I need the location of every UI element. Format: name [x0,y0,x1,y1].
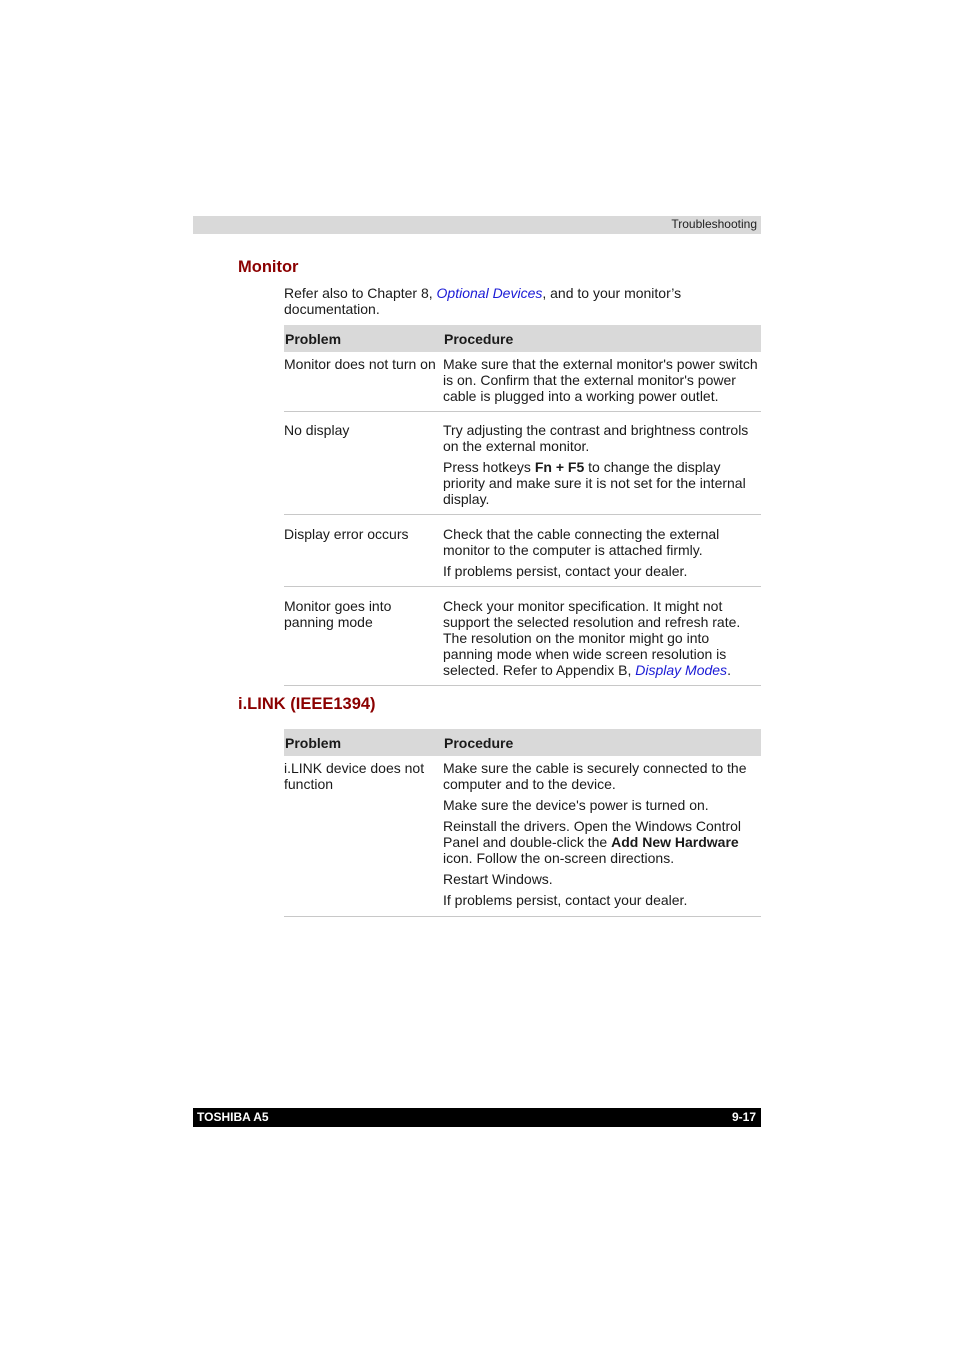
footer-model-name: TOSHIBA A5 [197,1110,269,1124]
procedure-cell: Make sure that the external monitor's power switch is on. Confirm that the external monitor's power cable is plugged into a working power outlet. [443,352,761,412]
problem-cell: Monitor does not turn on [284,352,443,412]
section-title-monitor: Monitor [238,258,299,276]
table-header-row [284,325,761,352]
column-header-problem: Problem [284,729,443,756]
column-header-procedure: Procedure [443,325,761,352]
section-title-ilink: i.LINK (IEEE1394) [238,695,376,713]
table-row [284,412,761,515]
problem-cell: i.LINK device does not function [284,756,443,917]
ilink-table [284,729,761,917]
problem-cell: No display [284,412,443,515]
column-header-procedure: Procedure [443,729,761,756]
procedure-cell: Make sure the cable is securely connected to the computer and to the device. Make sure the device's power is turned on. Reinstall the drivers. Open the Windows Control Panel and double-click the Add New Hardware icon. Follow the on-screen directions. Restart Windows. If problems persist, contact your dealer. [443,756,761,917]
display-modes-link[interactable]: Display Modes [635,662,728,678]
monitor-table [284,325,761,686]
procedure-cell: Check your monitor specification. It might not support the selected resolution and refresh rate. The resolution on the monitor might go into panning mode when wide screen resolution is selected. Refer to Appendix B, Display Modes. [443,587,761,686]
procedure-cell: Try adjusting the contrast and brightness controls on the external monitor. Press hotkeys Fn + F5 to change the display priority and make sure it is not set for the internal display. [443,412,761,515]
page-footer [193,1108,761,1127]
table-row [284,515,761,587]
header-section-title: Troubleshooting [671,217,757,231]
table-header-row [284,729,761,756]
problem-cell: Display error occurs [284,515,443,587]
procedure-cell: Check that the cable connecting the external monitor to the computer is attached firmly. If problems persist, contact your dealer. [443,515,761,587]
monitor-intro: Refer also to Chapter 8, Optional Devices, and to your monitor’s documentation. [284,285,682,317]
problem-cell: Monitor goes into panning mode [284,587,443,686]
table-row [284,756,761,917]
running-header [193,216,761,234]
footer-page-number: 9-17 [731,1110,756,1124]
table-row [284,587,761,686]
column-header-problem: Problem [284,325,443,352]
optional-devices-link[interactable]: Optional Devices [436,285,543,301]
table-row [284,352,761,412]
